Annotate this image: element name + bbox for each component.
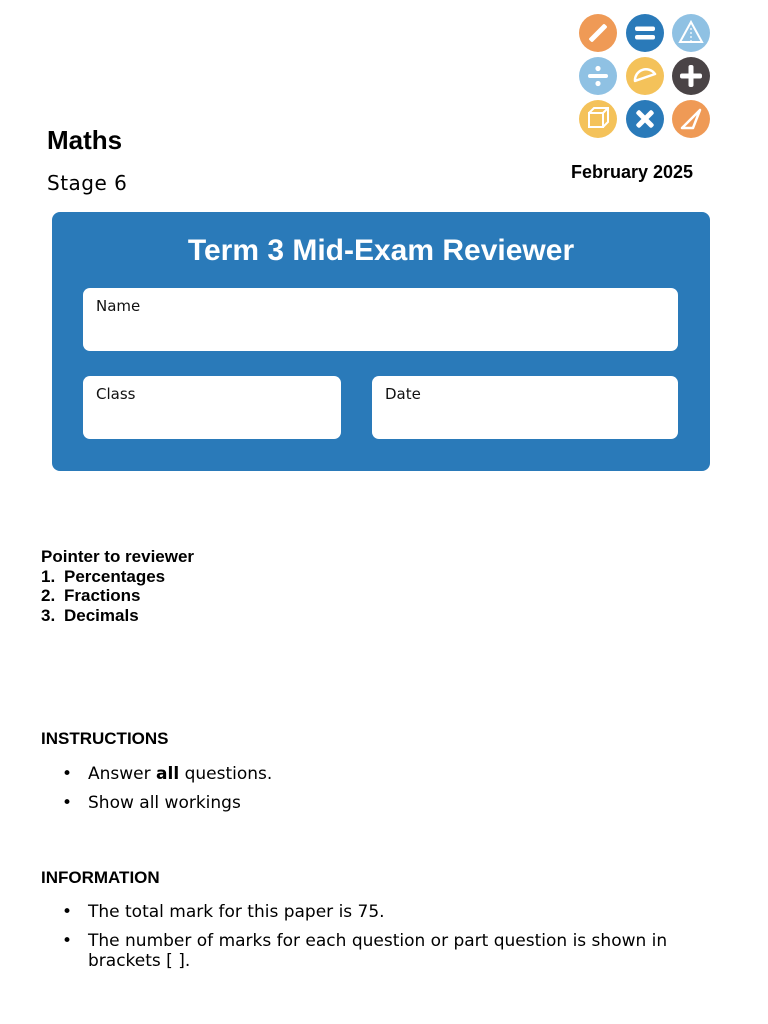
list-item: • Answer all questions.	[62, 764, 273, 784]
topic-item: 1. Percentages	[41, 566, 166, 586]
exam-header-card	[52, 212, 710, 471]
instructions-list	[62, 764, 722, 822]
exam-title: Term 3 Mid-Exam Reviewer	[187, 234, 575, 267]
set-square-icon	[672, 100, 710, 138]
triangle-icon	[672, 14, 710, 52]
topic-item: 2. Fractions	[41, 586, 141, 605]
math-icon-grid	[579, 14, 711, 138]
stage-label: Stage 6	[47, 171, 128, 195]
list-item: • Show all workings	[62, 793, 241, 813]
reviewer-pointer	[41, 547, 194, 625]
date-label: Date	[385, 385, 421, 403]
multiply-icon	[626, 100, 664, 138]
date-field[interactable]	[372, 376, 678, 439]
subject-title: Maths	[47, 125, 123, 155]
equals-icon	[626, 14, 664, 52]
topic-list	[41, 567, 194, 626]
pointer-heading: Pointer to reviewer	[41, 547, 195, 566]
name-label: Name	[96, 297, 141, 315]
exam-date: February 2025	[571, 162, 694, 182]
class-label: Class	[96, 385, 136, 403]
information-heading: INFORMATION	[41, 868, 160, 887]
topic-item: 3. Decimals	[41, 605, 139, 625]
name-field[interactable]	[83, 288, 678, 351]
divide-icon	[579, 57, 617, 95]
cube-icon	[579, 100, 617, 138]
plus-icon	[672, 57, 710, 95]
pencil-icon	[579, 14, 617, 52]
list-item: • The number of marks for each question or part question is shown in brackets [ ].	[62, 931, 668, 971]
protractor-icon	[626, 57, 664, 95]
information-list	[62, 902, 722, 980]
instructions-heading: INSTRUCTIONS	[41, 729, 169, 748]
list-item: • The total mark for this paper is 75.	[62, 902, 385, 922]
class-field[interactable]	[83, 376, 341, 439]
